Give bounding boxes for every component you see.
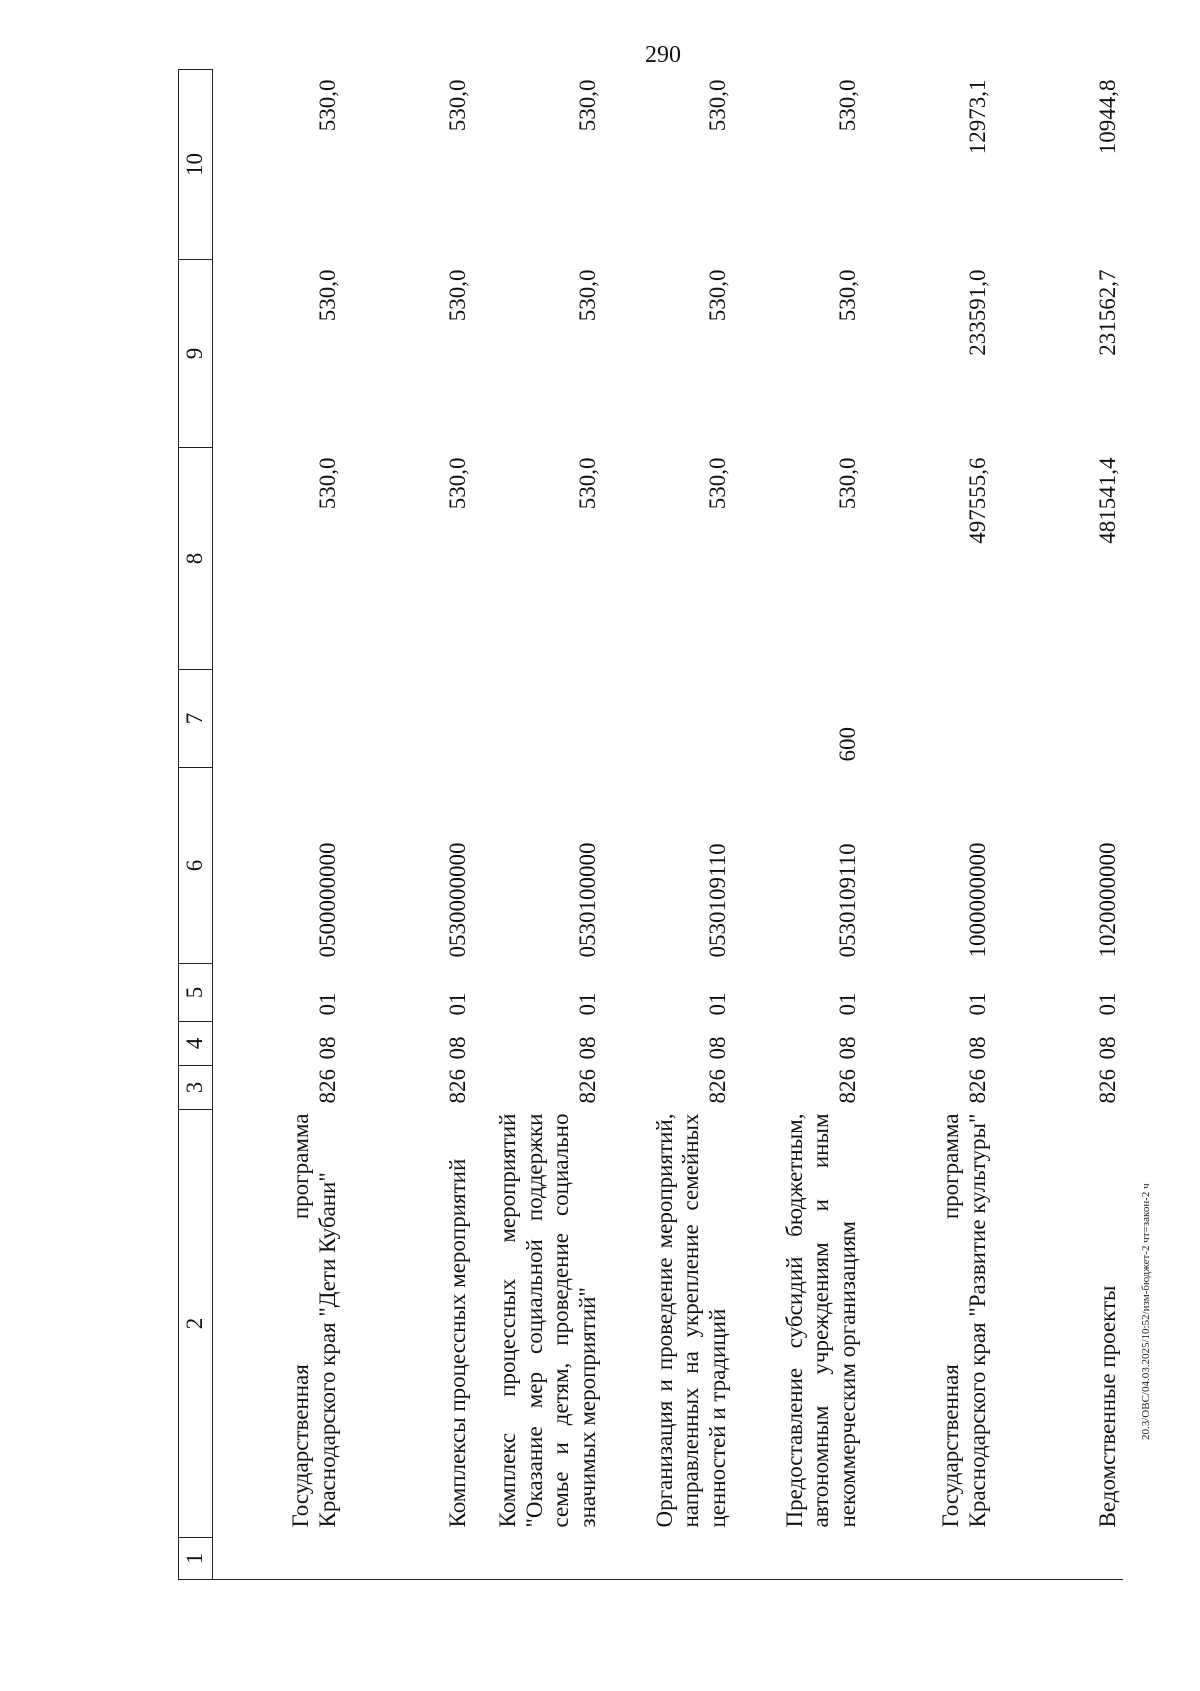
cell-target-code: 1020000000	[1094, 842, 1120, 958]
cell-expense-type	[863, 670, 993, 768]
cell-section: 08	[1094, 1036, 1120, 1060]
cell-expense-type: 600	[834, 727, 860, 762]
cell-target-code: 0500000000	[314, 842, 340, 958]
cell-ministry: 826	[314, 1069, 340, 1104]
cell-amount-9: 530,0	[574, 269, 600, 322]
cell-ministry: 826	[834, 1069, 860, 1104]
header-cell: 8	[179, 448, 213, 670]
cell-amount-10: 530,0	[444, 79, 470, 132]
document-code-text: 20.3/ОВС/04.03.2025/10:52/изм-бюджет-2 чт=закон-2 ч	[1140, 1183, 1152, 1440]
cell-section: 08	[834, 1036, 860, 1060]
table-row	[343, 70, 473, 1580]
header-cell: 9	[179, 260, 213, 448]
cell-expense-type	[603, 670, 733, 768]
table-row	[863, 70, 993, 1580]
cell-subsection: 01	[574, 992, 600, 1016]
cell-amount-9: 233591,0	[964, 269, 990, 356]
cell-index	[603, 1538, 733, 1580]
cell-amount-8: 481541,4	[1094, 457, 1120, 544]
cell-expense-type	[993, 670, 1123, 768]
header-cell: 1	[179, 1538, 213, 1580]
table-row	[213, 70, 344, 1580]
header-cell: 7	[179, 670, 213, 768]
table-row	[473, 70, 603, 1580]
cell-name: Ведомственные проекты	[1094, 1285, 1120, 1528]
cell-ministry: 826	[964, 1069, 990, 1104]
cell-amount-8: 530,0	[444, 457, 470, 510]
cell-subsection: 01	[704, 992, 730, 1016]
cell-name: Предоставление субсидий бюджетным, автономным учреждениям и иным некоммерческим организациям	[781, 1113, 860, 1528]
cell-target-code: 0530100000	[574, 842, 600, 958]
cell-amount-9: 530,0	[704, 269, 730, 322]
cell-subsection: 01	[314, 992, 340, 1016]
cell-ministry: 826	[1094, 1069, 1120, 1104]
cell-ministry: 826	[704, 1069, 730, 1104]
header-row	[179, 70, 213, 1580]
cell-amount-10: 10944,8	[1094, 79, 1120, 155]
cell-amount-8: 530,0	[574, 457, 600, 510]
header-cell: 5	[179, 964, 213, 1022]
cell-section: 08	[964, 1036, 990, 1060]
cell-section: 08	[444, 1036, 470, 1060]
cell-target-code: 0530109110	[704, 843, 730, 958]
cell-amount-8: 530,0	[704, 457, 730, 510]
cell-amount-10: 530,0	[704, 79, 730, 132]
cell-ministry: 826	[444, 1069, 470, 1104]
cell-amount-10: 530,0	[834, 79, 860, 132]
budget-table	[178, 69, 1123, 1580]
cell-amount-8: 530,0	[834, 457, 860, 510]
cell-name: Комплекс процессных мероприятий "Оказание мер социальной поддержки семье и детям, проведение социально значимых мероприятий"	[495, 1113, 600, 1528]
table-row	[733, 70, 863, 1580]
cell-section: 08	[314, 1036, 340, 1060]
cell-expense-type	[213, 670, 344, 768]
cell-target-code: 0530000000	[444, 842, 470, 958]
cell-target-code: 1000000000	[964, 842, 990, 958]
cell-index	[863, 1538, 993, 1580]
cell-target-code: 0530109110	[834, 843, 860, 958]
cell-section: 08	[574, 1036, 600, 1060]
cell-amount-10: 12973,1	[964, 79, 990, 155]
cell-amount-10: 530,0	[574, 79, 600, 132]
cell-amount-8: 497555,6	[964, 457, 990, 544]
cell-amount-9: 530,0	[314, 269, 340, 322]
cell-index	[733, 1538, 863, 1580]
cell-name: Комплексы процессных мероприятий	[444, 1158, 470, 1528]
cell-index	[473, 1538, 603, 1580]
cell-section: 08	[704, 1036, 730, 1060]
table-row	[603, 70, 733, 1580]
cell-name: Организация и проведение мероприятий, направленных на укрепление семейных ценностей и традиций	[651, 1113, 730, 1528]
cell-amount-9: 530,0	[834, 269, 860, 322]
cell-amount-9: 530,0	[444, 269, 470, 322]
cell-index	[993, 1538, 1123, 1580]
cell-name: Государственная программа Краснодарского края "Развитие культуры"	[938, 1113, 990, 1528]
page-number: 290	[645, 42, 681, 68]
header-cell: 10	[179, 70, 213, 260]
cell-subsection: 01	[1094, 992, 1120, 1016]
cell-index	[343, 1538, 473, 1580]
header-cell: 3	[179, 1066, 213, 1110]
cell-amount-8: 530,0	[314, 457, 340, 510]
cell-expense-type	[473, 670, 603, 768]
cell-index	[213, 1538, 344, 1580]
header-cell: 6	[179, 768, 213, 964]
rotated-table-container	[178, 70, 1120, 1580]
cell-subsection: 01	[964, 992, 990, 1016]
cell-subsection: 01	[834, 992, 860, 1016]
header-cell: 4	[179, 1022, 213, 1066]
cell-amount-9: 231562,7	[1094, 269, 1120, 356]
cell-amount-10: 530,0	[314, 79, 340, 132]
table-row	[993, 70, 1123, 1580]
cell-subsection: 01	[444, 992, 470, 1016]
cell-expense-type	[343, 670, 473, 768]
cell-name: Государственная программа Краснодарского края "Дети Кубани"	[288, 1113, 340, 1528]
header-cell: 2	[179, 1110, 213, 1538]
cell-ministry: 826	[574, 1069, 600, 1104]
